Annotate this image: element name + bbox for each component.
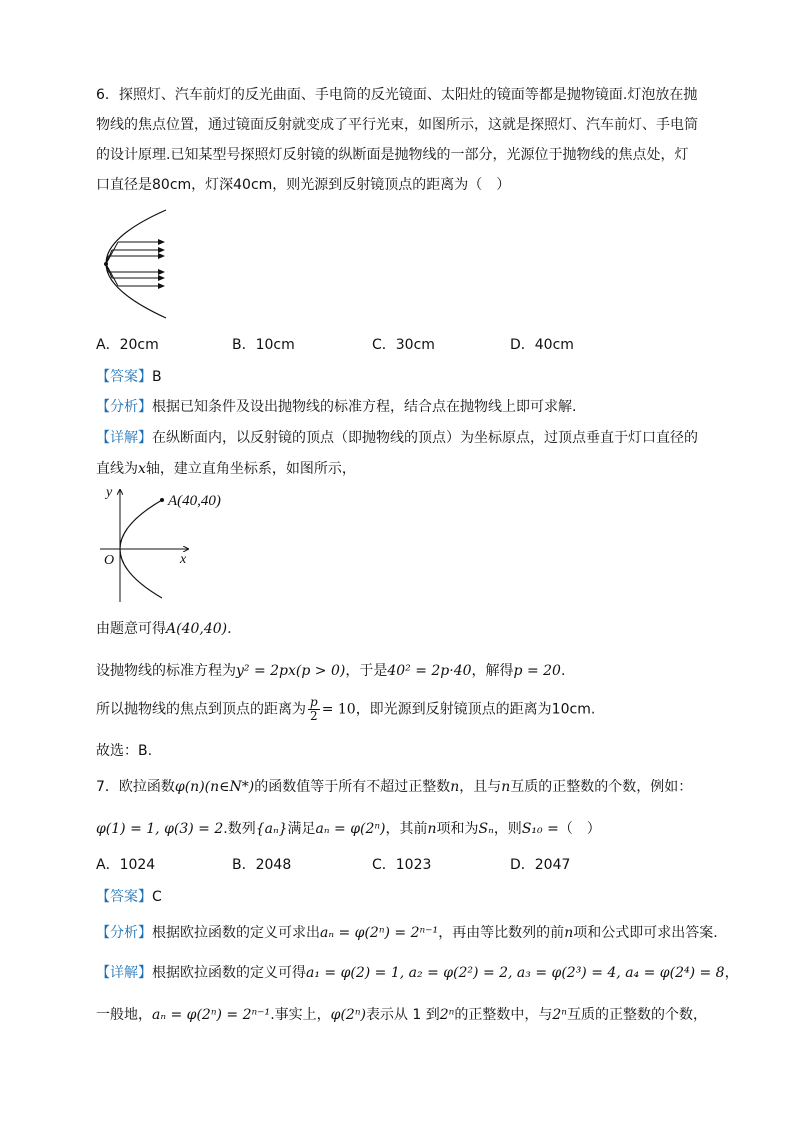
point-a <box>160 498 164 502</box>
searchlight-figure <box>92 206 182 324</box>
q6-line-b-eq-2: 40² = 2p·40 <box>387 663 472 679</box>
q6-stem <box>96 80 701 200</box>
q6-line-a-math: A(40,40). <box>166 621 232 637</box>
q6-line-b-text-3: ，解得 <box>471 663 514 679</box>
q6-detail-text-2b: 轴，建立直角坐标系，如图所示， <box>145 461 356 477</box>
q7-detail-line-2 <box>96 1004 707 1024</box>
q6-analysis-text: 根据已知条件及设出抛物线的标准方程，结合点在抛物线上即可求解. <box>152 399 577 415</box>
q7-stem-line-2 <box>96 818 601 838</box>
parabola-graph <box>96 484 236 608</box>
detail-tag: 【详解】 <box>96 965 152 981</box>
q6-line-b-eq-1: y² = 2px(p > 0) <box>236 663 346 679</box>
q7-l1-text-d: 互质的正整数的个数，例如： <box>510 779 693 795</box>
q7-l2-math-4: Sₙ <box>478 821 494 837</box>
q7-option-c[interactable]: C．1023 <box>372 857 432 873</box>
q7-detail-math: a₁ = φ(2) = 1, a₂ = φ(2²) = 2, a₃ = φ(2³) = 4, a₄ = φ(2⁴) = 8 <box>306 965 725 981</box>
fraction-numerator: p <box>310 695 318 709</box>
q7-l1-text-c: ，且与 <box>459 779 502 795</box>
q6-number: 6． <box>96 87 119 103</box>
q6-option-a[interactable]: A．20cm <box>96 337 159 353</box>
q7-last-math-3: 2ⁿ <box>439 1007 455 1023</box>
q7-l1-n: n <box>450 779 460 795</box>
q7-detail-text-a: 根据欧拉函数的定义可得 <box>152 965 306 981</box>
q6-line-b-text-4: . <box>560 663 566 679</box>
q7-l1-math: φ(n)(n∈N*) <box>174 779 255 795</box>
q7-detail <box>96 962 739 982</box>
fraction-denominator: 2 <box>310 709 318 723</box>
y-axis-label: y <box>106 485 113 500</box>
x-axis-symbol: x <box>138 461 146 477</box>
q7-l2-math-3: aₙ = φ(2ⁿ) <box>315 821 386 837</box>
q6-line-c-text-2: ，即光源到反射镜顶点的距离为10cm. <box>355 701 596 718</box>
q7-l1-text-a: 欧拉函数 <box>118 779 175 795</box>
q6-detail-line-2 <box>96 458 356 478</box>
q7-last-math-2: φ(2ⁿ) <box>330 1007 366 1023</box>
q7-last-text-c: 表示从 1 到 <box>365 1007 440 1023</box>
q7-last-math-1: aₙ = φ(2ⁿ) = 2ⁿ⁻¹ <box>152 1007 271 1023</box>
q6-conclusion: 故选：B. <box>96 743 153 759</box>
q7-l2-text-d: 项和为 <box>436 821 479 837</box>
q7-l1-text-b: 的函数值等于所有不超过正整数 <box>254 779 451 795</box>
q6-line-c <box>96 696 595 723</box>
q7-option-d[interactable]: D．2047 <box>510 857 571 873</box>
origin-label: O <box>104 553 115 568</box>
q7-analysis-n: n <box>564 925 574 941</box>
q7-l2-text-a: .数列 <box>223 821 256 837</box>
q6-line-b-text-1: 设抛物线的标准方程为 <box>96 663 236 679</box>
q7-stem-line-1 <box>96 776 692 796</box>
q6-analysis <box>96 396 576 416</box>
q7-analysis-text-c: 项和公式即可求出答案. <box>573 925 718 941</box>
q7-l2-text-b: 满足 <box>287 821 316 837</box>
q6-line-b-eq-3: p = 20 <box>513 663 561 679</box>
detail-tag: 【详解】 <box>96 430 152 446</box>
q6-option-b[interactable]: B．10cm <box>232 337 295 353</box>
analysis-tag: 【分析】 <box>96 399 152 415</box>
answer-tag: 【答案】 <box>96 369 152 385</box>
q7-detail-text-b: ， <box>724 965 739 981</box>
q7-last-text-e: 互质的正整数的个数， <box>566 1007 707 1023</box>
q6-line-c-text-1: 所以抛物线的焦点到顶点的距离为 <box>96 701 306 718</box>
q6-line-b <box>96 660 565 680</box>
q7-last-text-a: 一般地， <box>96 1007 152 1023</box>
q7-l2-math-5: S₁₀ = <box>521 821 559 837</box>
q7-last-text-d: 的正整数中，与 <box>454 1007 553 1023</box>
q6-line-a <box>96 618 232 638</box>
q6-answer <box>96 366 162 386</box>
q6-stem-text: 探照灯、汽车前灯的反光曲面、手电筒的反光镜面、太阳灶的镜面等都是抛物镜面.灯泡放在抛物线的焦点位置，通过镜面反射就变成了平行光束，如图所示，这就是探照灯、汽车前灯、手电筒的设计原理.已知某型号探照灯反射镜的纵断面是抛物线的一部分，光源位于抛物线的焦点处，灯口直径是80cm，灯深40cm，则光源到反射镜顶点的距离为（ ） <box>96 87 698 193</box>
q6-line-a-text: 由题意可得 <box>96 621 166 637</box>
analysis-tag: 【分析】 <box>96 925 152 941</box>
q6-option-d[interactable]: D．40cm <box>510 337 574 353</box>
q7-answer-value: C <box>152 889 162 905</box>
q6-detail-line-1 <box>96 427 698 447</box>
q7-analysis-text-a: 根据欧拉函数的定义可求出 <box>152 925 320 941</box>
q7-last-text-b: .事实上， <box>270 1007 331 1023</box>
q7-l2-text-e: ，则 <box>493 821 522 837</box>
q6-detail-text-2a: 直线为 <box>96 461 138 477</box>
q7-analysis-text-b: ，再由等比数列的前 <box>438 925 565 941</box>
q7-l2-math-2: {aₙ} <box>255 821 288 837</box>
fraction-p-over-2 <box>308 696 320 723</box>
q6-answer-value: B <box>152 369 162 385</box>
q7-option-b[interactable]: B．2048 <box>232 857 292 873</box>
q7-last-math-4: 2ⁿ <box>552 1007 567 1023</box>
point-a-label: A(40,40) <box>168 493 221 509</box>
x-axis-label: x <box>180 552 187 567</box>
answer-tag: 【答案】 <box>96 889 152 905</box>
q6-option-c[interactable]: C．30cm <box>372 337 435 353</box>
q7-l2-text-f: （ ） <box>558 821 601 837</box>
q7-l2-n: n <box>427 821 437 837</box>
q7-l2-math-1: φ(1) = 1, φ(3) = 2 <box>96 821 224 837</box>
q6-detail-text-1: 在纵断面内，以反射镜的顶点（即抛物线的顶点）为坐标原点，过顶点垂直于灯口直径的 <box>152 430 698 446</box>
q7-analysis-math: aₙ = φ(2ⁿ) = 2ⁿ⁻¹ <box>320 925 439 941</box>
q7-option-a[interactable]: A．1024 <box>96 857 156 873</box>
q7-answer <box>96 886 162 906</box>
reflector-curve <box>106 210 166 318</box>
q7-l1-n2: n <box>501 779 511 795</box>
q7-l2-text-c: ，其前 <box>385 821 428 837</box>
q7-analysis <box>96 922 718 942</box>
q6-line-b-text-2: ，于是 <box>345 663 388 679</box>
q6-line-c-eq: = 10 <box>321 701 356 718</box>
q7-number: 7． <box>96 779 119 795</box>
